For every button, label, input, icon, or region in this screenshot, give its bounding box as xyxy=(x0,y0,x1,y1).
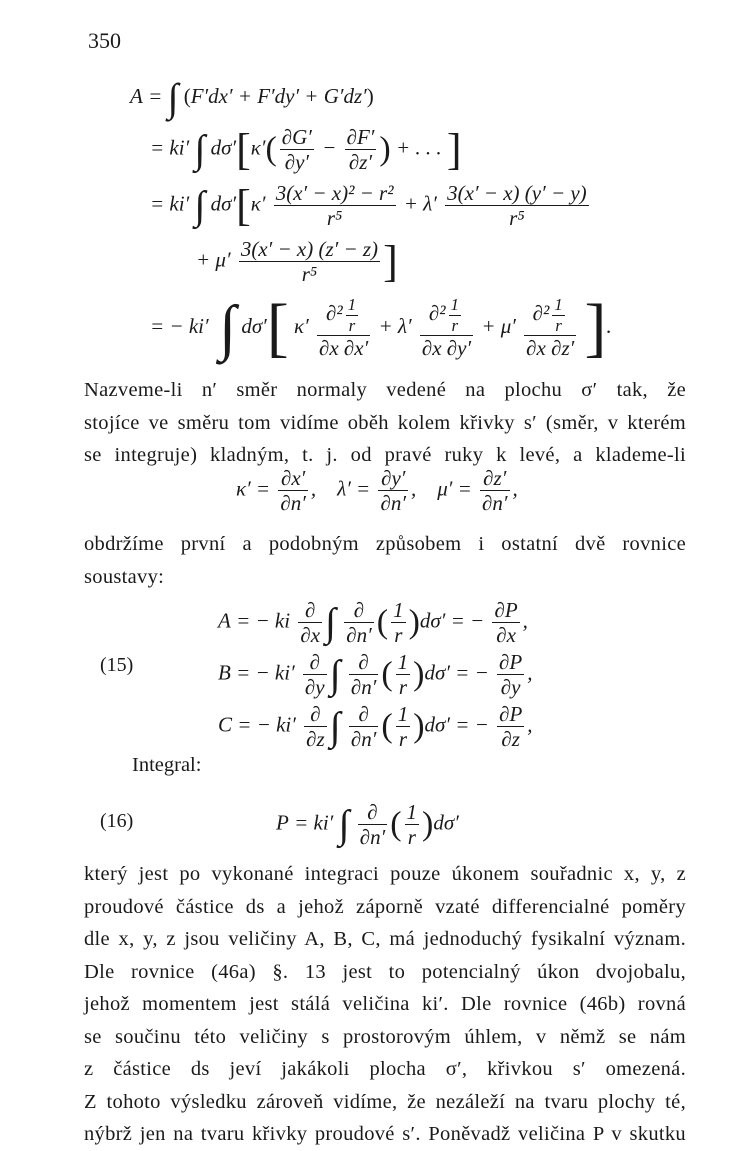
equation-15-C: C = − ki′ $\frac{\partial}{\partial z}$ ∫ $\frac{\partial}{\partial n'}$ ( $\frac{1}{r}$ )dσ′ = − $\frac{\partial P}{\partial z}$ , xyxy=(218,702,533,752)
text-line: z částice ds jeví jakákoli plocha σ′, křivkou s′ omezená. xyxy=(84,1058,686,1080)
text-line: Nazveme-li n′ směr normaly vedené na plochu σ′ tak, že xyxy=(84,379,686,401)
equation-line-1: A = ∫ (F′dx′ + F′dy′ + G′dz′) xyxy=(130,75,374,120)
equation-15-A: A = − ki $\frac{\partial}{\partial x}$ ∫ $\frac{\partial}{\partial n'}$ ( $\frac{1}{r}$ )dσ′ = − $\frac{\partial P}{\partial x}$ , xyxy=(218,598,528,648)
text-line: se součinu této veličiny s prostorovým úhlem, v němž se nám xyxy=(84,1025,686,1048)
text-line: stojíce ve směru tom vidíme oběh kolem křivky s′ (směr, v kterém xyxy=(84,411,686,434)
equation-line-5: = − ki′ ∫ dσ′[ κ′ ∂² $\frac{1}{r}$ ∂x ∂x′ + λ′ ∂² $\frac{1}{r}$ ∂x ∂y′ + μ′ ∂² $\frac{1}{r}$ ∂x ∂z′ ]. xyxy=(150,291,612,364)
text-line: Dle rovnice (46a) §. 13 jest to potencialný úkon dvojobalu, xyxy=(84,960,686,983)
text-line: proudové částice ds a jehož záporně vzaté differencialné poměry xyxy=(84,895,686,918)
equation-line-3: = ki′ ∫ dσ′[κ′ $\frac{\text{3(x′ − x)² − r²}}{\text{r⁵}}$ + λ′ $\frac{3(x' - x) (y' - y)}{\text{r⁵}}$ xyxy=(150,180,587,230)
equation-label-15: (15) xyxy=(100,654,134,676)
integral-heading: Integral: xyxy=(132,754,202,776)
text-line: Z tohoto výsledku zároveň vidíme, že nezáleží na tvaru plochy té, xyxy=(84,1090,686,1113)
text-line: který jest po vykonané integraci pouze úkonem souřadnic x, y, z xyxy=(84,863,686,885)
text-line: dle x, y, z jsou veličiny A, B, C, má jednoduchý fysikalní význam. xyxy=(84,928,686,950)
equation-16-P: P = ki′ ∫ $\frac{\partial}{\partial n'}$ ( $\frac{1}{r}$ )dσ′ xyxy=(276,800,459,850)
paragraph-potential-meaning xyxy=(84,858,686,1151)
text-line: nýbrž jen na tvaru křivky proudové s′. Poněvadž veličina P v skutku xyxy=(84,1123,686,1145)
equation-line-2: = ki′ ∫ dσ′[κ′( $\frac{\partial G'}{\partial y'}$ − $\frac{\partial F'}{\partial z'}$ ) + . . . ] xyxy=(150,124,462,174)
text-line: jehož momentem jest stálá veličina ki′. Dle rovnice (46b) rovná xyxy=(84,993,686,1015)
text-line: soustavy: xyxy=(84,565,165,588)
equation-direction-cosines: κ′ = $\frac{\partial x'}{\partial n'}$ , λ′ = $\frac{\partial y'}{\partial n'}$ , μ′ = $\frac{\partial z'}{\partial n'}$ , xyxy=(236,466,518,516)
text-line: se integruje) kladným, t. j. od pravé ruky k levé, a klademe-li xyxy=(84,444,686,466)
text-line: obdržíme první a podobným způsobem i ostatní dvě rovnice xyxy=(84,533,686,555)
equation-15-B: B = − ki′ $\frac{\partial}{\partial y}$ ∫ $\frac{\partial}{\partial n'}$ ( $\frac{1}{r}$ )dσ′ = − $\frac{\partial P}{\partial y}$ , xyxy=(218,650,533,700)
equation-label-16: (16) xyxy=(100,810,134,832)
paragraph-system xyxy=(84,528,686,593)
equation-line-4: + μ′ $\frac{3(x' - x) (z' - z)}{\text{r⁵}}$ ] xyxy=(196,236,398,286)
page-number: 350 xyxy=(88,28,121,53)
paragraph-normal-direction xyxy=(84,374,686,472)
